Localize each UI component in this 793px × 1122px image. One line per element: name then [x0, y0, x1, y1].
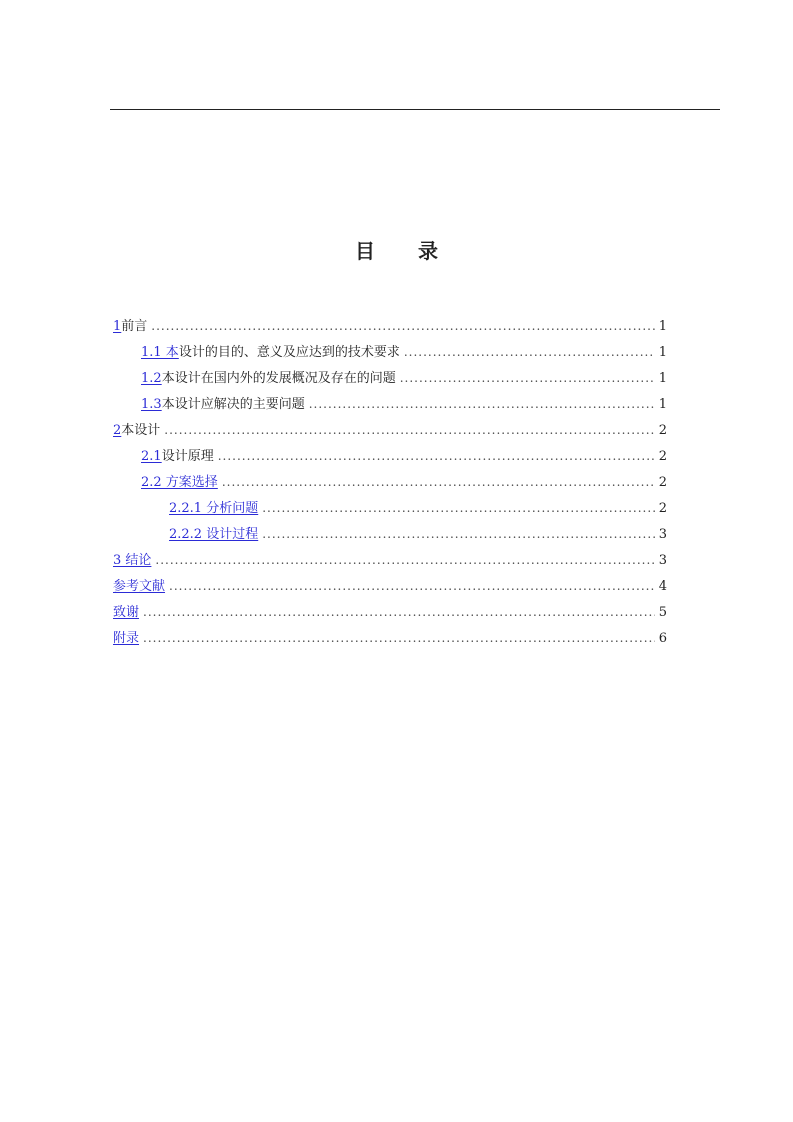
toc-entry[interactable]: [113, 602, 667, 628]
toc-entry-title: 本设计在国内外的发展概况及存在的问题: [161, 371, 396, 386]
toc-dot-leader: [400, 368, 655, 388]
toc-dot-leader: [164, 420, 654, 440]
toc-page-number: 2: [658, 501, 667, 516]
toc-dot-leader: [262, 524, 655, 544]
toc-dot-leader: [222, 472, 655, 492]
toc-entry-number-link[interactable]: 1.1 本: [141, 345, 179, 360]
toc-page-number: 1: [658, 397, 667, 412]
toc-page-number: 1: [658, 319, 667, 334]
toc-entry-title: 设计原理: [161, 449, 214, 464]
toc-page-number: 3: [658, 527, 667, 542]
toc-dot-leader: [155, 550, 654, 570]
toc-entry-link[interactable]: 2.2 方案选择: [141, 475, 218, 490]
toc-dot-leader: [143, 628, 655, 648]
toc-entry-link[interactable]: 致谢: [113, 605, 140, 620]
toc-entry-link[interactable]: 附录: [113, 631, 140, 646]
toc-page-number: 2: [658, 475, 667, 490]
toc-page-number: 1: [658, 371, 667, 386]
toc-entry-number-link[interactable]: 1.2: [141, 371, 162, 386]
toc-page-number: 6: [658, 631, 667, 646]
toc-entry[interactable]: [113, 368, 667, 394]
toc-entry-link[interactable]: 2.2.2 设计过程: [169, 527, 259, 542]
toc-entry-title: 前言: [121, 319, 148, 334]
toc-entry[interactable]: [113, 628, 667, 654]
toc-entry[interactable]: [113, 550, 667, 576]
toc-entry[interactable]: [113, 316, 667, 342]
toc-page-number: 5: [658, 605, 667, 620]
toc-entry-title: 本设计: [121, 423, 161, 438]
toc-entry[interactable]: [113, 342, 667, 368]
toc-dot-leader: [404, 342, 655, 362]
toc-page-number: 3: [658, 553, 667, 568]
toc-entry-link[interactable]: 3 结论: [113, 553, 152, 568]
toc-entry[interactable]: [113, 498, 667, 524]
toc-dot-leader: [309, 394, 655, 414]
toc-page-number: 4: [658, 579, 667, 594]
toc-entry-number-link[interactable]: 2.1: [141, 449, 162, 464]
toc-entry-link[interactable]: 参考文献: [113, 579, 166, 594]
toc-page-number: 2: [658, 423, 667, 438]
toc-entry-number-link[interactable]: 1: [113, 319, 122, 334]
toc-page-number: 1: [658, 345, 667, 360]
toc-entry-link[interactable]: 2.2.1 分析问题: [169, 501, 259, 516]
toc-dot-leader: [218, 446, 655, 466]
toc-entry[interactable]: [113, 394, 667, 420]
toc-dot-leader: [151, 316, 654, 336]
page-title: 目 录: [355, 239, 456, 263]
toc-entry[interactable]: [113, 576, 667, 602]
toc-dot-leader: [169, 576, 655, 596]
toc-dot-leader: [262, 498, 655, 518]
toc-entry[interactable]: [113, 420, 667, 446]
toc-entry-number-link[interactable]: 2: [113, 423, 122, 438]
toc-entry[interactable]: [113, 446, 667, 472]
header-rule: [110, 109, 720, 110]
toc-entry-title: 设计的目的、意义及应达到的技术要求: [178, 345, 400, 360]
toc-entry-title: 本设计应解决的主要问题: [161, 397, 305, 412]
toc-dot-leader: [143, 602, 655, 622]
toc-page-number: 2: [658, 449, 667, 464]
toc-entry-number-link[interactable]: 1.3: [141, 397, 162, 412]
table-of-contents: [113, 316, 667, 654]
toc-entry[interactable]: [113, 472, 667, 498]
toc-entry[interactable]: [113, 524, 667, 550]
